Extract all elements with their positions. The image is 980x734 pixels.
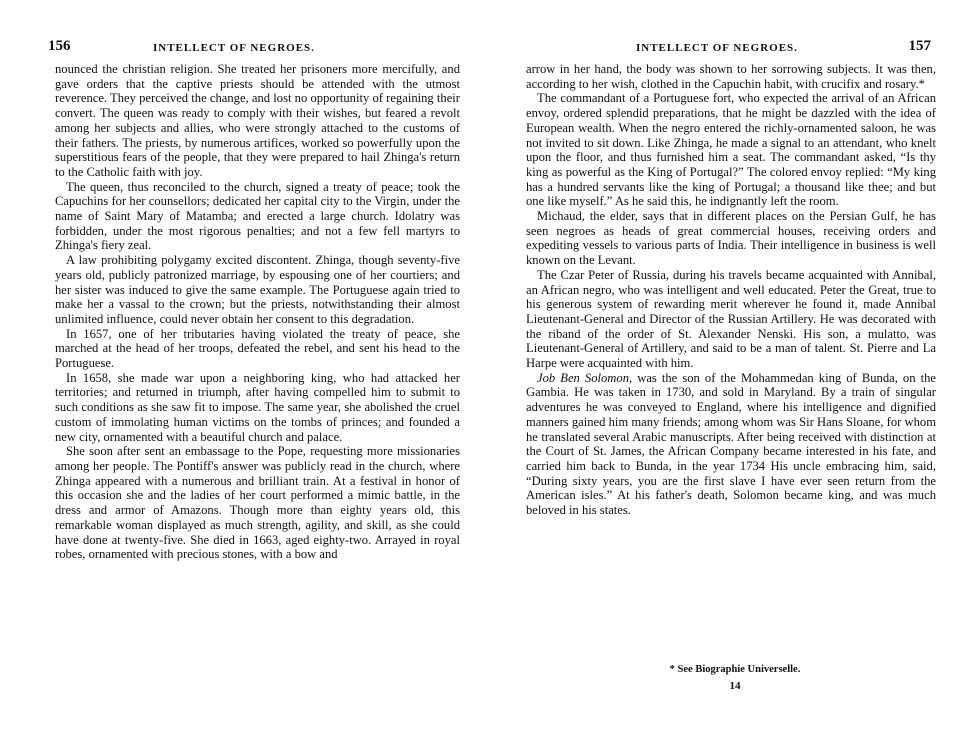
footnote: * See Biographie Universelle. <box>669 664 801 675</box>
left-head-title: INTELLECT OF NEGROES. <box>153 42 315 54</box>
signature-mark: 14 <box>729 680 741 692</box>
paragraph-text: , was the son of the Mohammedan king of Bunda, on the Gambia. He was taken in 1730, and sold in Maryland. By a train of singular adventures he was conveyed to England, where his intelligence and dignified manners gained him many friends; among whom was Sir Hans Sloane, for whom he translated several Arabic manuscripts. After being received with distinction at the Court of St. James, the African Company became interested in his fate, and carried him back to Bunda, in the year 1734 His uncle embracing him, said, “During sixty years, you are the first slave I have ever seen return from the American isles.” At his father's death, Solomon became king, and was much beloved in his states. <box>526 370 936 518</box>
paragraph: The queen, thus reconciled to the church, signed a treaty of peace; took the Capuchins for her counsellors; dedicated her capital city to the Virgin, under the name of Saint Mary of Matamba; and erected a large church. Idolatry was forbidden, under the most rigorous penalties; and not a few fell martyrs to Zhinga's fiery zeal. <box>55 179 460 253</box>
paragraph: The commandant of a Portuguese fort, who expected the arrival of an African envoy, ordered splendid preparations, that he might be dazzled with the idea of European wealth. When the negro entered the richly-ornamented saloon, he was not invited to sit down. Like Zhinga, he made a signal to an attendant, who knelt upon the floor, and thus furnished him a seat. The commandant asked, “Is thy king as powerful as the King of Portugal?” The colored envoy replied: “My king has a hundred servants like the king of Portugal; a thousand like thee; and but one like myself.” As he said this, he indignantly left the room. <box>526 91 936 209</box>
person-name: Job Ben Solomon <box>537 370 629 385</box>
right-text-block <box>526 62 936 518</box>
job-ben-solomon-paragraph <box>526 371 936 518</box>
paragraph: A law prohibiting polygamy excited discontent. Zhinga, though seventy-five years old, publicly patronized marriage, by espousing one of her courtiers; and her sister was induced to give the same example. The Portuguese again tried to make her a vassal to the crown; but the priests, notwithstanding their almost unlimited influence, could never obtain her consent to this degradation. <box>55 253 460 326</box>
right-head-title: INTELLECT OF NEGROES. <box>636 42 798 54</box>
left-text-block <box>55 62 460 562</box>
paragraph: nounced the christian religion. She treated her prisoners more mercifully, and gave orders that the captive priests should be attended with the utmost reverence. They perceived the change, and lost no opportunity of regaining their convert. The queen was ready to comply with their wishes, but feared a revolt among her subjects and allies, who were strongly attached to the customs of their fathers. The priests, by numerous artifices, worked so powerfully upon the superstitious fears of the people, that they were prepared to hail Zhinga's return to the Catholic faith with joy. <box>55 62 460 179</box>
right-page-number: 157 <box>908 38 931 54</box>
paragraph: The Czar Peter of Russia, during his travels became acquainted with Annibal, an African negro, who was intelligent and well educated. Peter the Great, true to his generous system of rewarding merit wherever he found it, made Annibal Lieutenant-General and Director of the Russian Artillery. He was decorated with the riband of the order of St. Alexander Nenski. His son, a mulatto, was Lieutenant-General of Artillery, and said to be a man of talent. St. Pierre and La Harpe were acquainted with him. <box>526 267 936 371</box>
paragraph: Michaud, the elder, says that in different places on the Persian Gulf, he has seen negroes as heads of great commercial houses, receiving orders and expediting vessels to various parts of India. Their intelligence in business is well known on the Levant. <box>526 209 936 268</box>
right-page <box>490 0 980 734</box>
right-running-head <box>636 40 931 58</box>
left-page-number: 156 <box>48 38 71 54</box>
paragraph: arrow in her hand, the body was shown to her sorrowing subjects. It was then, according to her wish, clothed in the Capuchin habit, with crucifix and rosary.* <box>526 62 936 91</box>
left-running-head <box>48 40 463 58</box>
paragraph: She soon after sent an embassage to the Pope, requesting more missionaries among her people. The Pontiff's answer was publicly read in the church, where Zhinga appeared with a numerous and brilliant train. At a festival in honor of this occasion she and the ladies of her court performed a mimic battle, in the dress and armor of Amazons. Though more than eighty years old, this remarkable woman displayed as much strength, agility, and skill, as she could have done at twenty-five. She died in 1663, aged eighty-two. Arrayed in royal robes, ornamented with precious stones, with a bow and <box>55 444 460 562</box>
paragraph: In 1657, one of her tributaries having violated the treaty of peace, she marched at the head of her troops, defeated the rebel, and sent his head to the Portuguese. <box>55 326 460 371</box>
paragraph: In 1658, she made war upon a neighboring king, who had attacked her territories; and returned in triumph, after having compelled him to submit to such conditions as she saw fit to impose. The same year, she abolished the cruel custom of immolating human victims on the tombs of princes; and founded a new city, ornamented with a beautiful church and palace. <box>55 370 460 444</box>
